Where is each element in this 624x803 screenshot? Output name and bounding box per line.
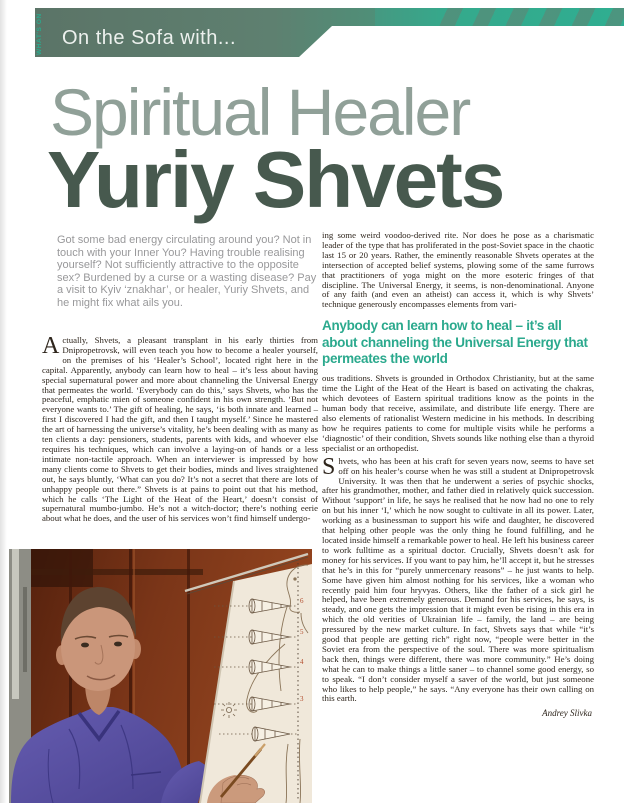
chakra-number-3: 3	[300, 695, 304, 703]
pull-quote: Anybody can learn how to heal – it’s all about channeling the Universal Energy that permeates the world	[322, 318, 588, 367]
byline: Andrey Slivka	[542, 708, 592, 719]
paragraph: ing some weird voodoo-derived rite. Nor does he pose as a charismatic leader of the type that has proliferated in the post-Soviet space in the chaotic last 15 or 20 years. Rather, the eminently reasonable Shvets operates at the intersection of accepted belief systems, plowing some of the same furrows that practitioners of yoga might on the more esoteric fringes of that discipline. The Universal Energy, it seems, is non-denominational. Anyone of any faith (and even an atheist) can access it, which is why Shvets’ technique generously encompasses elements from vari-	[322, 230, 594, 310]
photo-yuriy-shvets	[9, 549, 312, 803]
dropcap-s: S	[322, 453, 336, 480]
left-column	[42, 333, 318, 527]
paragraph-text: ctually, Shvets, a pleasant transplant in his early thirties from Dnipropetrovsk, will even teach you how to become a healer yourself, on the premises of his ‘Healer’s School’, located right here in the capital. Apparently, anybody can learn how to heal – it’s less about having special supernatural power and more about channeling the Universal Energy that permeates the world. ‘Everybody can do this,’ says Shvets, who has the peaceful, emphatic mien of someone confident in his own strength. ‘But not everyone wants to.’ The gift of healing, he says, ‘is both innate and learned – first I discovered I had the gift, and then I taught myself.’ Since he mastered the art of harnessing the universe’s vitality, he’s been dealing with as many as ten clients a day: pensioners, students, parents with kids, and whoever else requires his techniques, which can involve a laying-on of hands or a less intimate non-tactile approach. When an interviewer is impressed by how many clients come to Shvets to get their bodies, minds and lives straightened out, he says bluntly, ‘What can you do? It’s not a secret that there are lots of unhappy people out there.” Shvets is at pains to point out that his method, which he calls ‘The Light of the Heat of the Heart,’ doesn’t consist of supernatural mumbo-jumbo. He’s not a witch-doctor; there’s nothing eerie about what he does, and the user of his services won’t find himself undergo-	[42, 335, 318, 524]
article-title-line2: Yuriy Shvets	[47, 135, 504, 224]
section-vertical-label: WHAT'S ON	[36, 13, 43, 55]
paragraph: ous traditions. Shvets is grounded in Orthodox Christianity, but at the same time the Light of the Heat of the Heart is based on activating the chakras, which devotees of Eastern spiritual traditions know as the points in the human body that receive, assimilate, and distribute life energy. There are also elements of rationalist Western medicine in his methods. In describing how he requires patients to come for multiple visits while he performs a ‘diagnostic’ of their condition, Shvets sounds like nothing else than a thyroid specialist or an orthopedist.	[322, 373, 594, 453]
paragraph	[42, 333, 318, 524]
header-band-stripes	[430, 8, 624, 26]
right-column	[322, 231, 594, 719]
chakra-number-5: 5	[300, 628, 304, 636]
paragraph	[322, 453, 594, 705]
dropcap-a: A	[42, 333, 60, 359]
article-standfirst: Got some bad energy circulating around you? Not in touch with your Inner You? Having trouble realising yourself? Not sufficiently attractive to the opposite sex? Burdened by a curse or a wasting disease? Pay a visit to Kyiv ‘znakhar’, or healer, Yuriy Shvets, and he might fix what ails you.	[57, 234, 317, 309]
page-edge-shading	[0, 0, 7, 803]
chakra-number-6: 6	[300, 597, 304, 605]
article-title-line1: Spiritual Healer	[50, 75, 470, 149]
chakra-number-4: 4	[300, 658, 304, 666]
section-title: On the Sofa with...	[62, 27, 237, 49]
paragraph-text: hvets, who has been at his craft for seven years now, seems to have set off on his healer’s course when he was still a student at Dnipropetrovsk University. It was then that he underwent a series of psychic shocks, after his grandmother, mother, and father died in relatively quick succession. Without ‘support’ in life, he says he realised that he now had no one to rely on but his inner ‘I,’ which he now sought to cultivate in all its power. Later, working as a businessman to support his wife and daughter, he discovered that helping other people was the only thing he found fulfilling, and he located inside himself a remarkable power to heal. He left his business career to work fulltime as a spiritual doctor. Crucially, Shvets doesn’t ask for money for his services. If you want to pay him, he’ll accept it, but he stresses that he’s in this for “purely unmercenary reasons” – he just wants to help. Some have given him almost nothing for his services, like a woman who recently paid him four hryvyas. Others, like the father of a sick girl he helped, have been extremely generous. Demand for his services, he says, is steady, and one gets the impression that it might even be rising in this era in which the old verities of Ukrainian life – family, the land – are being pressured by the new market culture. In fact, Shvets says that while “it’s good that people are getting rich” right now, “people were better in the Soviet era from the perspective of the soul. There was more spiritualism back then, things were different, there was more community.” He’s doing what he can to make things a little saner – to channel some good energy, so to speak. “I don’t consider myself a saver of the world, but just someone who likes to help people,” he says. “Any everyone has their own calling on this earth.	[322, 455, 594, 704]
photo-illustration	[9, 549, 312, 803]
